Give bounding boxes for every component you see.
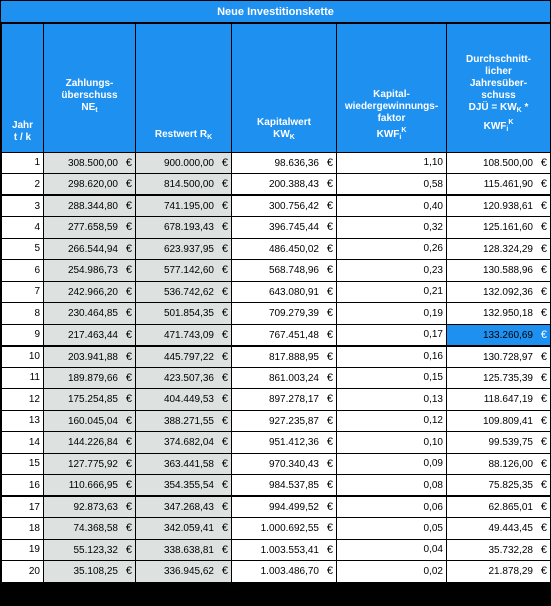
cell-kapitalwert: 98.636,36 €: [232, 152, 337, 174]
cell-kapitalwert: 709.279,39 €: [232, 303, 337, 325]
cell-restwert: 338.638,81 €: [136, 539, 232, 561]
cell-restwert: 814.500,00 €: [136, 174, 232, 196]
cell-kapitalwert: 767.451,48 €: [232, 324, 337, 346]
table-row: [2, 539, 551, 561]
cell-zahlungsueberschuss: 110.666,95 €: [44, 475, 136, 497]
col-header-jahr: Jahr t / k: [2, 24, 44, 152]
cell-restwert: 445.797,22 €: [136, 346, 232, 368]
cell-kapitalwert: 486.450,02 €: [232, 238, 337, 260]
cell-kwf: 0,19: [337, 303, 447, 325]
cell-kapitalwert: 817.888,95 €: [232, 346, 337, 368]
cell-jahr: 16: [2, 475, 44, 497]
cell-dju: 118.647,19 €: [447, 389, 551, 411]
cell-jahr: 3: [2, 195, 44, 217]
cell-kapitalwert: 1.000.692,55 €: [232, 518, 337, 540]
cell-kwf: 0,06: [337, 496, 447, 518]
cell-zahlungsueberschuss: 189.879,66 €: [44, 367, 136, 389]
cell-jahr: 13: [2, 410, 44, 432]
cell-kwf: 0,05: [337, 518, 447, 540]
cell-kwf: 0,10: [337, 432, 447, 454]
cell-jahr: 8: [2, 303, 44, 325]
table-row: [2, 217, 551, 239]
cell-zahlungsueberschuss: 203.941,88 €: [44, 346, 136, 368]
cell-dju: 21.878,29 €: [447, 561, 551, 583]
cell-kwf: 1,10: [337, 152, 447, 174]
cell-jahr: 12: [2, 389, 44, 411]
sheet-title: Neue Investitionskette: [1, 1, 550, 24]
cell-jahr: 14: [2, 432, 44, 454]
col-header-zahlungsueberschuss: Zahlungs- überschuss $NE_t$: [44, 24, 136, 152]
cell-zahlungsueberschuss: 175.254,85 €: [44, 389, 136, 411]
cell-zahlungsueberschuss: 35.108,25 €: [44, 561, 136, 583]
cell-kapitalwert: 1.003.553,41 €: [232, 539, 337, 561]
table-row: [2, 346, 551, 368]
col-header-kapitalwert: Kapitalwert $KW_K$: [232, 24, 337, 152]
cell-jahr: 10: [2, 346, 44, 368]
cell-jahr: 18: [2, 518, 44, 540]
cell-jahr: 17: [2, 496, 44, 518]
col-header-kwf: Kapital- wiedergewinnungs- faktor $KWF_i^K$: [337, 24, 447, 152]
cell-zahlungsueberschuss: 127.775,92 €: [44, 453, 136, 475]
cell-kwf: 0,58: [337, 174, 447, 196]
cell-zahlungsueberschuss: 74.368,58 €: [44, 518, 136, 540]
cell-zahlungsueberschuss: 55.123,32 €: [44, 539, 136, 561]
cell-jahr: 15: [2, 453, 44, 475]
cell-restwert: 577.142,60 €: [136, 260, 232, 282]
cell-kwf: 0,08: [337, 475, 447, 497]
cell-kwf: 0,40: [337, 195, 447, 217]
cell-kapitalwert: 1.003.486,70 €: [232, 561, 337, 583]
table-row: [2, 475, 551, 497]
cell-jahr: 5: [2, 238, 44, 260]
cell-kapitalwert: 396.745,44 €: [232, 217, 337, 239]
cell-kwf: 0,02: [337, 561, 447, 583]
cell-kwf: 0,13: [337, 389, 447, 411]
cell-zahlungsueberschuss: 298.620,00 €: [44, 174, 136, 196]
cell-dju: 132.092,36 €: [447, 281, 551, 303]
table-row: [2, 410, 551, 432]
cell-kwf: 0,16: [337, 346, 447, 368]
cell-kapitalwert: 861.003,24 €: [232, 367, 337, 389]
cell-dju-maximum: 133.260,69 €: [447, 324, 551, 346]
cell-kapitalwert: 568.748,96 €: [232, 260, 337, 282]
cell-dju: 132.950,18 €: [447, 303, 551, 325]
cell-kwf: 0,15: [337, 367, 447, 389]
table-row: [2, 260, 551, 282]
table-row: [2, 324, 551, 346]
cell-restwert: 741.195,00 €: [136, 195, 232, 217]
table-row: [2, 367, 551, 389]
cell-restwert: 536.742,62 €: [136, 281, 232, 303]
cell-dju: 88.126,00 €: [447, 453, 551, 475]
cell-kapitalwert: 970.340,43 €: [232, 453, 337, 475]
cell-kapitalwert: 994.499,52 €: [232, 496, 337, 518]
cell-dju: 130.588,96 €: [447, 260, 551, 282]
cell-zahlungsueberschuss: 230.464,85 €: [44, 303, 136, 325]
cell-restwert: 423.507,36 €: [136, 367, 232, 389]
table-row: [2, 496, 551, 518]
cell-jahr: 1: [2, 152, 44, 174]
table-row: [2, 432, 551, 454]
cell-dju: 49.443,45 €: [447, 518, 551, 540]
cell-dju: 128.324,29 €: [447, 238, 551, 260]
cell-kapitalwert: 897.278,17 €: [232, 389, 337, 411]
cell-restwert: 678.193,43 €: [136, 217, 232, 239]
cell-zahlungsueberschuss: 160.045,04 €: [44, 410, 136, 432]
cell-kwf: 0,21: [337, 281, 447, 303]
cell-jahr: 4: [2, 217, 44, 239]
cell-dju: 62.865,01 €: [447, 496, 551, 518]
table-row: [2, 195, 551, 217]
cell-kapitalwert: 643.080,91 €: [232, 281, 337, 303]
table-row: [2, 303, 551, 325]
cell-jahr: 6: [2, 260, 44, 282]
cell-kwf: 0,12: [337, 410, 447, 432]
table-row: [2, 281, 551, 303]
cell-zahlungsueberschuss: 92.873,63 €: [44, 496, 136, 518]
cell-dju: 115.461,90 €: [447, 174, 551, 196]
cell-jahr: 11: [2, 367, 44, 389]
cell-kwf: 0,23: [337, 260, 447, 282]
cell-restwert: 404.449,53 €: [136, 389, 232, 411]
cell-zahlungsueberschuss: 288.344,80 €: [44, 195, 136, 217]
cell-jahr: 9: [2, 324, 44, 346]
cell-kapitalwert: 984.537,85 €: [232, 475, 337, 497]
cell-dju: 35.732,28 €: [447, 539, 551, 561]
cell-kwf: 0,32: [337, 217, 447, 239]
col-header-dju: Durchschnitt- licher Jahresüber- schuss DJÜ = $KW_K$ * $KWF_i^K$: [447, 24, 551, 152]
table-row: [2, 561, 551, 583]
cell-jahr: 19: [2, 539, 44, 561]
cell-kapitalwert: 300.756,42 €: [232, 195, 337, 217]
cell-zahlungsueberschuss: 254.986,73 €: [44, 260, 136, 282]
cell-restwert: 501.854,35 €: [136, 303, 232, 325]
cell-jahr: 7: [2, 281, 44, 303]
cell-restwert: 623.937,95 €: [136, 238, 232, 260]
cell-kwf: 0,17: [337, 324, 447, 346]
investment-table: [1, 24, 551, 583]
cell-dju: 99.539,75 €: [447, 432, 551, 454]
table-row: [2, 389, 551, 411]
cell-dju: 125.161,60 €: [447, 217, 551, 239]
cell-restwert: 471.743,09 €: [136, 324, 232, 346]
cell-zahlungsueberschuss: 277.658,59 €: [44, 217, 136, 239]
cell-kapitalwert: 951.412,36 €: [232, 432, 337, 454]
cell-kwf: 0,09: [337, 453, 447, 475]
table-row: [2, 152, 551, 174]
cell-jahr: 2: [2, 174, 44, 196]
cell-dju: 109.809,41 €: [447, 410, 551, 432]
cell-restwert: 388.271,55 €: [136, 410, 232, 432]
cell-kapitalwert: 200.388,43 €: [232, 174, 337, 196]
cell-dju: 130.728,97 €: [447, 346, 551, 368]
cell-dju: 75.825,35 €: [447, 475, 551, 497]
table-row: [2, 238, 551, 260]
table-row: [2, 518, 551, 540]
table-row: [2, 174, 551, 196]
cell-zahlungsueberschuss: 217.463,44 €: [44, 324, 136, 346]
cell-zahlungsueberschuss: 308.500,00 €: [44, 152, 136, 174]
cell-restwert: 374.682,04 €: [136, 432, 232, 454]
cell-dju: 120.938,61 €: [447, 195, 551, 217]
table-body: [2, 152, 551, 582]
header-row: [2, 24, 551, 152]
cell-zahlungsueberschuss: 266.544,94 €: [44, 238, 136, 260]
cell-kwf: 0,26: [337, 238, 447, 260]
cell-dju: 108.500,00 €: [447, 152, 551, 174]
table-row: [2, 453, 551, 475]
col-header-restwert: Restwert $R_K$: [136, 24, 232, 152]
cell-restwert: 900.000,00 €: [136, 152, 232, 174]
cell-restwert: 347.268,43 €: [136, 496, 232, 518]
cell-restwert: 363.441,58 €: [136, 453, 232, 475]
cell-zahlungsueberschuss: 144.226,84 €: [44, 432, 136, 454]
cell-jahr: 20: [2, 561, 44, 583]
cell-dju: 125.735,39 €: [447, 367, 551, 389]
cell-kapitalwert: 927.235,87 €: [232, 410, 337, 432]
cell-restwert: 354.355,54 €: [136, 475, 232, 497]
cell-restwert: 336.945,62 €: [136, 561, 232, 583]
cell-zahlungsueberschuss: 242.966,20 €: [44, 281, 136, 303]
cell-kwf: 0,04: [337, 539, 447, 561]
cell-restwert: 342.059,41 €: [136, 518, 232, 540]
